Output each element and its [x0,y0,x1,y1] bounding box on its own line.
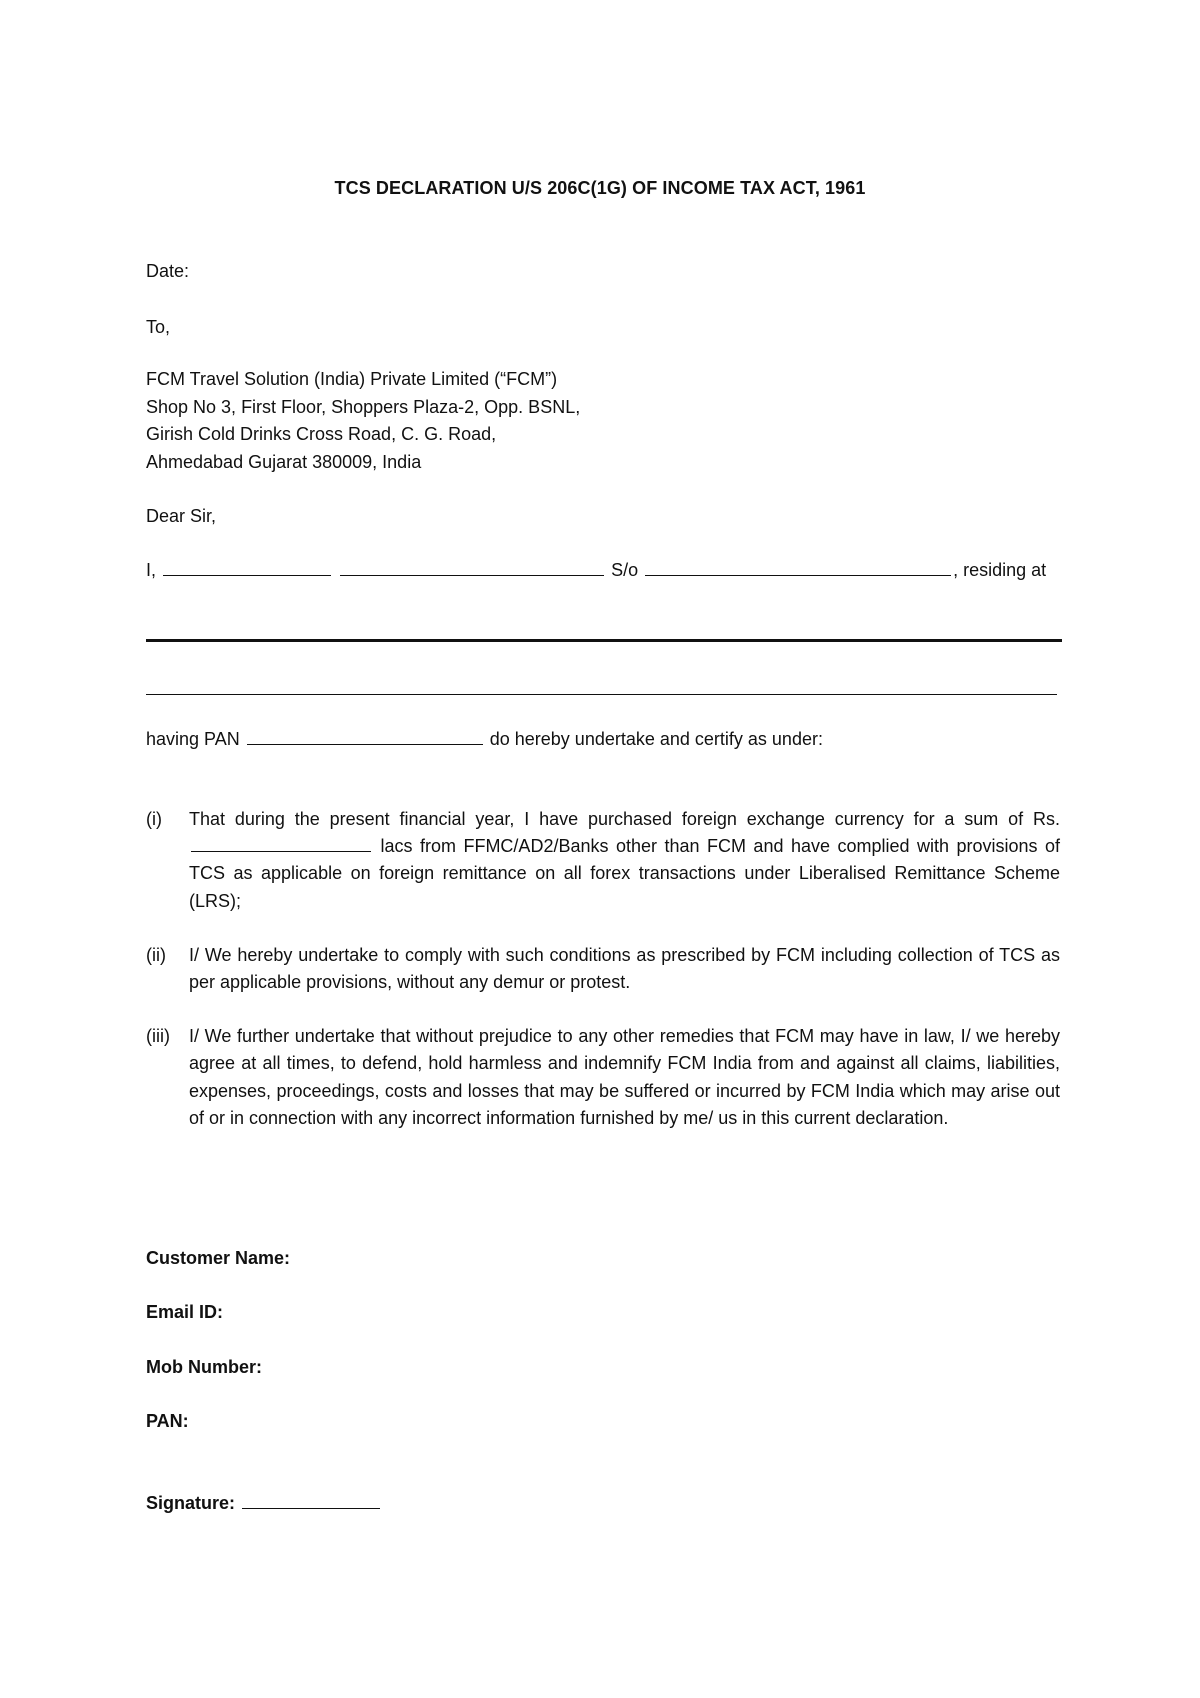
clause-item [146,942,1060,996]
clause-text: I/ We further undertake that without prejudice to any other remedies that FCM may have in law, I/ we hereby agree at all times, to defend, hold harmless and indemnify FCM India from and against all claims, liabilities, expenses, proceedings, costs and losses that may be suffered or incurred by FCM India which may arise out of or in connection with any incorrect information furnished by me/ us in this current declaration. [189,1026,1060,1128]
recipient-address [146,366,580,476]
customer-name-label: Customer Name: [146,1248,291,1268]
salutation-to: To, [146,317,171,337]
clause-text [189,806,1060,915]
father-name-blank[interactable] [645,557,951,576]
so-label: S/o [611,560,639,580]
pan-prefix: having PAN [146,729,240,749]
pan-line [146,726,823,753]
pan-label: PAN: [146,1411,189,1431]
signature-line [146,1490,382,1517]
clause-text-part: That during the present financial year, I have purchased foreign exchange currency for a sum of Rs. [189,809,1060,829]
address-line: Ahmedabad Gujarat 380009, India [146,451,422,472]
declarant-line [146,557,1046,584]
pan-suffix: do hereby undertake and certify as under: [489,729,823,749]
mob-number-label: Mob Number: [146,1357,262,1377]
clause-text-part: lacs from FFMC/AD2/Banks other than FCM and have complied with provisions of TCS as applicable on foreign remittance on all forex transactions under Liberalised Remittance Scheme (LRS); [189,836,1060,911]
clause-item [146,1023,1060,1132]
address-line: Girish Cold Drinks Cross Road, C. G. Road, [146,424,497,444]
email-id-label: Email ID: [146,1302,224,1322]
date-label: Date: [146,261,190,281]
first-name-blank[interactable] [163,557,331,576]
pan-blank[interactable] [247,726,483,745]
last-name-blank[interactable] [340,557,604,576]
address-blank-line-1[interactable] [146,639,1062,642]
signature-label: Signature: [146,1493,236,1513]
signature-blank[interactable] [242,1490,380,1509]
residing-suffix: , residing at [953,560,1047,580]
address-line: Shop No 3, First Floor, Shoppers Plaza-2, Opp. BSNL, [146,396,581,417]
clause-number: (i) [146,809,162,829]
clause-item [146,806,1060,915]
clause-text: I/ We hereby undertake to comply with such conditions as prescribed by FCM including collection of TCS as per applicable provisions, without any demur or protest. [189,944,1060,993]
amount-blank[interactable] [191,833,371,852]
clause-list [146,806,1060,1159]
clause-number: (iii) [146,1026,170,1047]
greeting: Dear Sir, [146,506,217,526]
address-line: FCM Travel Solution (India) Private Limited (“FCM”) [146,369,558,389]
address-blank-line-2[interactable] [146,694,1057,695]
declarant-prefix: I, [146,560,157,580]
clause-number: (ii) [146,944,166,965]
page-title: TCS DECLARATION U/S 206C(1G) OF INCOME TAX ACT, 1961 [334,178,866,198]
